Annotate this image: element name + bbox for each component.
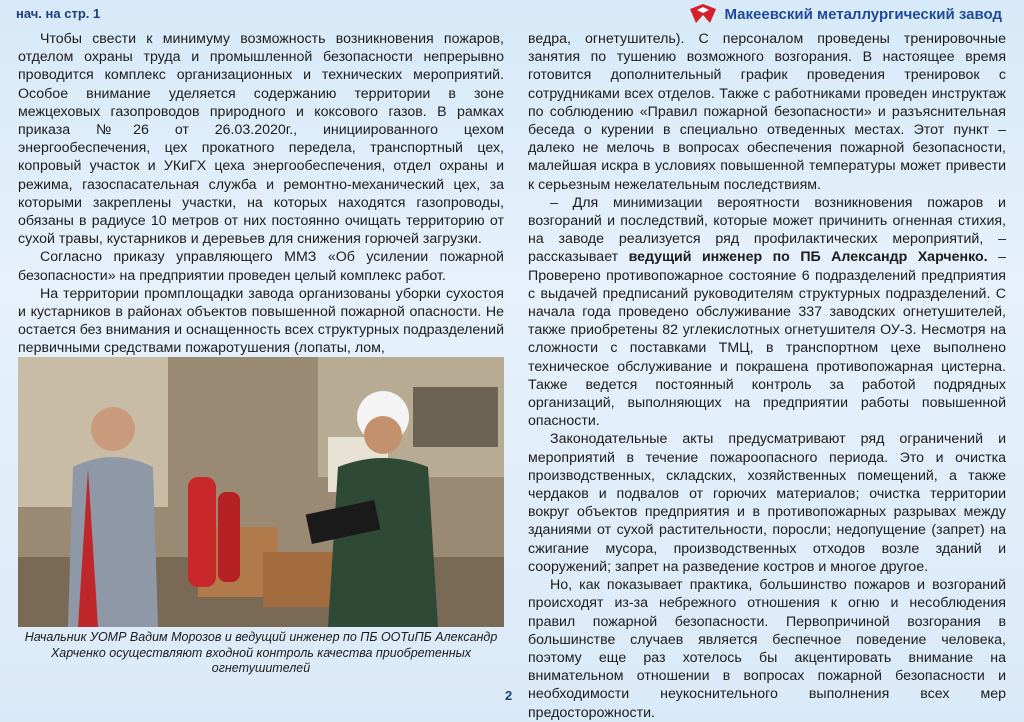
quoted-person: ведущий инженер по ПБ Александр Харченко. (628, 249, 988, 266)
brand-name: Макеевский металлургический завод (724, 5, 1002, 23)
article-photo (18, 357, 504, 627)
right-paragraph-2 (528, 194, 1006, 431)
left-column (18, 30, 504, 358)
right-column (528, 30, 1006, 722)
right-paragraph-1: ведра, огнетушитель). С персоналом проведены тренировочные занятия по тушению возможного возгорания. В настоящее время готовится дополнительный график проведения тренировок с сотрудниками всех отделов. Также с работниками проведен инструктаж по соблюдению «Правил пожарной безопасности» и разъяснительная беседа о курении в специально отведенных местах. Этот пункт – далеко не мелочь в вопросах обеспечения пожарной безопасности, малейшая искра в условиях повышенной температуры может привести к серьезным нежелательным последствиям. (528, 31, 1006, 193)
photo-caption: Начальник УОМР Вадим Морозов и ведущий инженер по ПБ ООТиПБ Александр Харченко осуществляют входной контроль качества приобретенных огнетушителей (24, 630, 498, 675)
right-paragraph-4: Но, как показывает практика, большинство пожаров и возгораний происходят из-за небрежного отношения к огню и несоблюдения правил пожарной безопасности. Первопричиной возгорания в большинстве случаев является беспечное поведение человека, поэтому еще раз хотелось бы акцентировать внимание на внимательном отношении в вопросах пожарной безопасности и необходимости неукоснительного выполнения всех мер предосторожности. (528, 577, 1006, 721)
left-paragraph-1: Чтобы свести к минимуму возможность возникновения пожаров, отделом охраны труда и промышленной безопасности непрерывно проводится комплекс организационных и технических мероприятий. Особое внимание уделяется содержанию территории в зоне межцеховых газопроводов природного и коксового газов. В рамках приказа №26 от 26.03.2020г., инициированного цехом энергообеспечения, цех прокатного передела, транспортный цех, копровый участок и УКиГХ цеха энергообеспечения, отдел охраны и режима, газоспасательная служба и ремонтно-механический цех, за которыми закреплены участки, на которых находятся газопроводы, обязаны в радиусе 10 метров от них постоянно очищать территорию от сухой травы, кустарников и деревьев для снижения горючей загрузки. (18, 31, 504, 248)
mmz-logo-icon (688, 3, 718, 25)
quote-intro: – Для минимизации вероятности возникновения пожаров и возгораний и последствий, которые может причинить огненная стихия, на заводе реализуется ряд профилактических мероприятий, – рассказывает (528, 194, 1006, 266)
page-number: 2 (505, 688, 513, 703)
brand-header (688, 3, 1002, 25)
continued-from-label: нач. на стр. 1 (16, 6, 101, 21)
quote-body: – Проверено противопожарное состояние 6 подразделений предприятия с выдачей предписаний руководителям структурных подразделений. С начала года проведено обслуживание 337 заводских огнетушителей, также приобретены 82 углекислотных огнетушителя ОУ-3. Несмотря на сложности с поставками ТМЦ, в транспортном цехе выполнено техническое обслуживание и покрашена противопожарная цистерна. Также ведется постоянный контроль за работой подрядных организаций, выполняющих на предприятии работы повышенной опасности. (528, 249, 1006, 430)
left-paragraph-3: На территории промплощадки завода организованы уборки сухостоя и кустарников в районах объектов повышенной пожарной опасности. Не остается без внимания и оснащенность всех структурных подразделений первичными средствами пожаротушения (лопаты, лом, (18, 285, 504, 357)
right-paragraph-3: Законодательные акты предусматривают ряд ограничений и мероприятий в течение пожароопасного периода. Это и очистка производственных, складских, хозяйственных помещений, а также чердаков и подвалов от горючих материалов; очистка территории вокруг объектов предприятия и в противопожарных разрывах между зданиями от сухой растительности, поросли; недопущение (запрет) на сжигание мусора, производственных отходов возле зданий и сооружений; запрет на разведение костров и многое другое. (528, 431, 1006, 575)
photo-illustration (18, 357, 504, 627)
left-paragraph-2: Согласно приказу управляющего ММЗ «Об усилении пожарной безопасности» на предприятии проведен целый комплекс работ. (18, 249, 504, 284)
